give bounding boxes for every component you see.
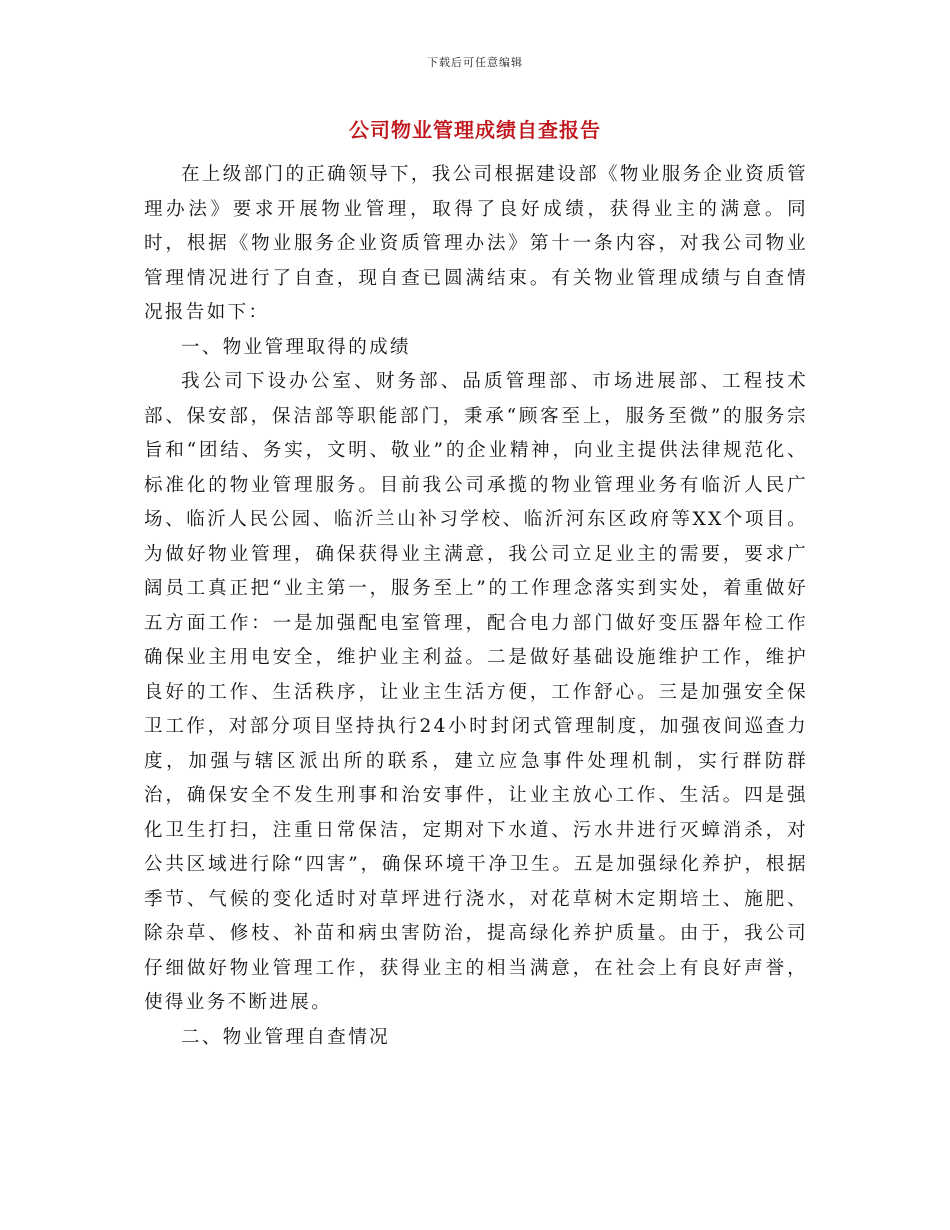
document-title: 公司物业管理成绩自查报告 (349, 118, 601, 142)
document-body (144, 158, 808, 1055)
section-heading-1: 一、物业管理取得的成绩 (181, 336, 411, 358)
achievements-paragraph: 我公司下设办公室、财务部、品质管理部、市场进展部、工程技术部、保安部，保洁部等职能部门，秉承“顾客至上，服务至微”的服务宗旨和“团结、务实，文明、敬业”的企业精神，向业主提供法律规范化、标准化的物业管理服务。目前我公司承揽的物业管理业务有临沂人民广场、临沂人民公园、临沂兰山补习学校、临沂河东区政府等XX个项目。为做好物业管理，确保获得业主满意，我公司立足业主的需要，要求广阔员工真正把“业主第一，服务至上”的工作理念落实到实处，着重做好五方面工作：一是加强配电室管理，配合电力部门做好变压器年检工作确保业主用电安全，维护业主利益。二是做好基础设施维护工作，维护良好的工作、生活秩序，让业主生活方便，工作舒心。三是加强安全保卫工作，对部分项目坚持执行24小时封闭式管理制度，加强夜间巡查力度，加强与辖区派出所的联系，建立应急事件处理机制，实行群防群治，确保安全不发生刑事和治安事件，让业主放心工作、生活。四是强化卫生打扫，注重日常保洁，定期对下水道、污水井进行灭蟑消杀，对公共区域进行除“四害”，确保环境干净卫生。五是加强绿化养护，根据季节、气候的变化适时对草坪进行浇水，对花草树木定期培土、施肥、除杂草、修枝、补苗和病虫害防治，提高绿化养护质量。由于，我公司仔细做好物业管理工作，获得业主的相当满意，在社会上有良好声誉，使得业务不断进展。 (144, 371, 808, 1013)
intro-paragraph: 在上级部门的正确领导下，我公司根据建设部《物业服务企业资质管理办法》要求开展物业管理，取得了良好成绩，获得业主的满意。同时，根据《物业服务企业资质管理办法》第十一条内容，对我公司物业管理情况进行了自查，现自查已圆满结束。有关物业管理成绩与自查情况报告如下： (144, 164, 809, 323)
section-heading-2: 二、物业管理自查情况 (181, 1026, 391, 1048)
header-note: 下载后可任意编辑 (427, 56, 523, 69)
